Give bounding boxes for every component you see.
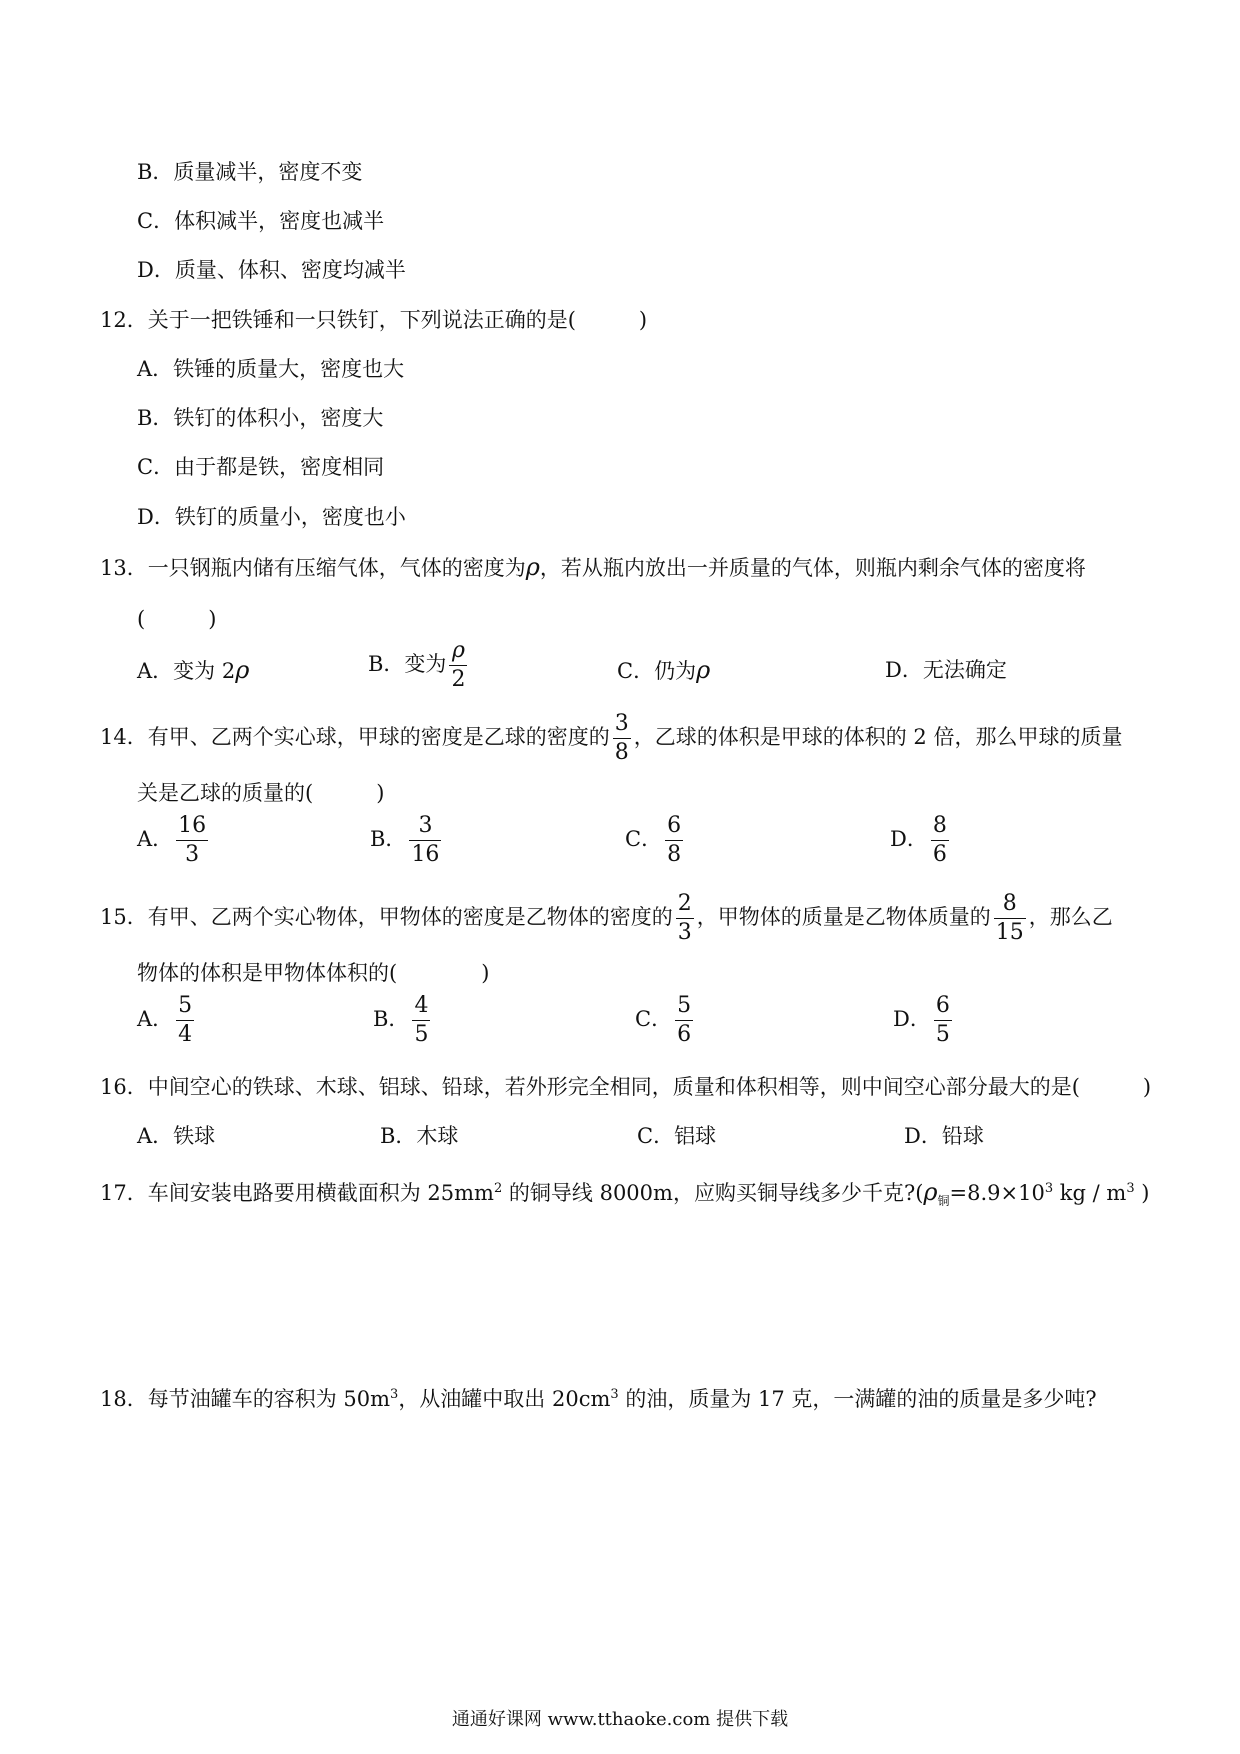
rho-symbol: ρ — [525, 553, 540, 581]
q16-option-c: C．铝球 — [637, 1124, 717, 1148]
q16-stem: 16．中间空心的铁球、木球、铝球、铅球，若外形完全相同，质量和体积相等，则中间空心部分最大的是( ) — [100, 1075, 1152, 1099]
q13-stem-pre: 13．一只钢瓶内储有压缩气体，气体的密度为 — [100, 556, 526, 580]
fraction-denominator: 6 — [932, 842, 947, 867]
fraction-numerator: 6 — [935, 993, 950, 1018]
q13-option-d: D．无法确定 — [885, 658, 1007, 682]
fraction-numerator: 5 — [677, 993, 692, 1018]
option-label: D． — [890, 827, 928, 851]
fraction-numerator: 6 — [667, 813, 682, 838]
q13-option-b-text: B．变为 — [368, 652, 447, 676]
option-fraction — [665, 815, 683, 866]
q13-stem-post: ，若从瓶内放出一并质量的气体，则瓶内剩余气体的密度将 — [539, 556, 1086, 580]
q15-fraction-1 — [676, 893, 694, 944]
q12-option-d: D．铁钉的质量小，密度也小 — [137, 505, 406, 529]
superscript: 3 — [1126, 1181, 1135, 1196]
superscript: 3 — [390, 1387, 399, 1402]
fraction-denominator: 3 — [185, 842, 200, 867]
q18-stem-mid: ，从油罐中取出 20cm — [398, 1387, 611, 1411]
q13-option-a — [137, 655, 249, 686]
page-footer: 通通好课网 www.tthaoke.com 提供下载 — [451, 1709, 789, 1730]
q12-option-b: B．铁钉的体积小，密度大 — [137, 406, 384, 430]
q15-stem-pre: 15．有甲、乙两个实心物体，甲物体的密度是乙物体的密度的 — [100, 905, 673, 929]
q17-close: ) — [1134, 1181, 1150, 1205]
q15-option-a — [137, 995, 197, 1046]
fraction-numerator: 2 — [677, 891, 692, 916]
rho-symbol: ρ — [696, 656, 711, 684]
fraction-denominator: 15 — [995, 920, 1024, 945]
fraction-denominator: 16 — [411, 842, 440, 867]
q14-option-d — [890, 815, 952, 866]
fraction-denominator: 2 — [451, 667, 466, 692]
q17-value: =8.9×10 — [949, 1181, 1045, 1205]
q14-option-a — [137, 815, 211, 866]
option-fraction — [931, 815, 949, 866]
q17-unit: kg / m — [1053, 1181, 1127, 1205]
fraction-numerator: 3 — [614, 711, 629, 736]
fraction-denominator: 8 — [614, 740, 629, 765]
option-label: C． — [635, 1007, 673, 1031]
q14-stem — [100, 713, 1122, 764]
fraction-denominator: 3 — [677, 920, 692, 945]
q13-stem — [100, 552, 1086, 583]
q14-option-b — [370, 815, 444, 866]
q15-stem-mid: ，甲物体的质量是乙物体质量的 — [696, 905, 991, 929]
q13-option-c — [617, 655, 710, 686]
q13-option-b — [368, 640, 470, 691]
fraction-numerator: ρ — [451, 638, 465, 663]
option-label: B． — [373, 1007, 410, 1031]
rho-symbol: ρ — [235, 656, 250, 684]
option-label: D． — [893, 1007, 931, 1031]
fraction-denominator: 6 — [677, 1022, 692, 1047]
subscript: 铜 — [937, 1194, 950, 1209]
q16-option-d: D．铅球 — [904, 1124, 984, 1148]
q15-option-d — [893, 995, 955, 1046]
option-fraction — [176, 995, 194, 1046]
q18-stem — [100, 1384, 1097, 1414]
q15-stem-post: ，那么乙 — [1028, 905, 1113, 929]
q16-option-b: B．木球 — [380, 1124, 459, 1148]
fraction-numerator: 8 — [932, 813, 947, 838]
fraction-numerator: 3 — [418, 813, 433, 838]
q11-option-c: C．体积减半，密度也减半 — [137, 209, 385, 233]
q11-option-b: B．质量减半，密度不变 — [137, 160, 363, 184]
option-label: B． — [370, 827, 407, 851]
q12-option-c: C．由于都是铁，密度相同 — [137, 455, 385, 479]
q17-stem-pre: 17．车间安装电路要用横截面积为 25mm — [100, 1181, 494, 1205]
q15-line2: 物体的体积是甲物体体积的( ) — [137, 961, 490, 985]
option-fraction — [176, 815, 208, 866]
q12-option-a: A．铁锤的质量大，密度也大 — [137, 357, 405, 381]
option-fraction — [412, 995, 430, 1046]
q15-stem — [100, 893, 1113, 944]
q13-option-a-text: A．变为 2 — [137, 659, 236, 683]
q17-stem — [100, 1177, 1149, 1208]
q15-fraction-2 — [994, 893, 1026, 944]
fraction-denominator: 8 — [667, 842, 682, 867]
fraction-numerator: 5 — [178, 993, 193, 1018]
fraction-denominator: 5 — [414, 1022, 429, 1047]
option-label: A． — [137, 827, 174, 851]
superscript: 3 — [610, 1387, 619, 1402]
fraction-numerator: 4 — [414, 993, 429, 1018]
q17-stem-mid: 的铜导线 8000m，应购买铜导线多少千克?( — [502, 1181, 924, 1205]
rho-symbol: ρ — [923, 1178, 938, 1206]
option-fraction — [675, 995, 693, 1046]
q13-option-c-text: C．仍为 — [617, 659, 697, 683]
q12-stem: 12．关于一把铁锤和一只铁钉，下列说法正确的是( ) — [100, 308, 648, 332]
superscript: 3 — [1044, 1181, 1054, 1196]
q14-line2: 关是乙球的质量的( ) — [137, 781, 385, 805]
q13-option-b-fraction — [449, 640, 467, 691]
q18-stem-post: 的油，质量为 17 克，一满罐的油的质量是多少吨? — [618, 1387, 1097, 1411]
q18-stem-pre: 18．每节油罐车的容积为 50m — [100, 1387, 391, 1411]
q14-stem-pre: 14．有甲、乙两个实心球，甲球的密度是乙球的密度的 — [100, 725, 610, 749]
q15-option-b — [373, 995, 433, 1046]
q15-option-c — [635, 995, 696, 1046]
fraction-denominator: 4 — [178, 1022, 193, 1047]
superscript: 2 — [493, 1181, 503, 1196]
q16-option-a: A．铁球 — [137, 1124, 216, 1148]
option-fraction — [934, 995, 952, 1046]
option-label: A． — [137, 1007, 174, 1031]
q14-fraction — [613, 713, 631, 764]
q14-stem-post: ，乙球的体积是甲球的体积的 2 倍，那么甲球的质量 — [633, 725, 1123, 749]
fraction-numerator: 16 — [178, 813, 207, 838]
option-label: C． — [625, 827, 663, 851]
q14-option-c — [625, 815, 686, 866]
q11-option-d: D．质量、体积、密度均减半 — [137, 258, 406, 282]
fraction-numerator: 8 — [1002, 891, 1017, 916]
option-fraction — [409, 815, 441, 866]
q13-blank: ( ) — [137, 607, 217, 631]
fraction-denominator: 5 — [935, 1022, 950, 1047]
